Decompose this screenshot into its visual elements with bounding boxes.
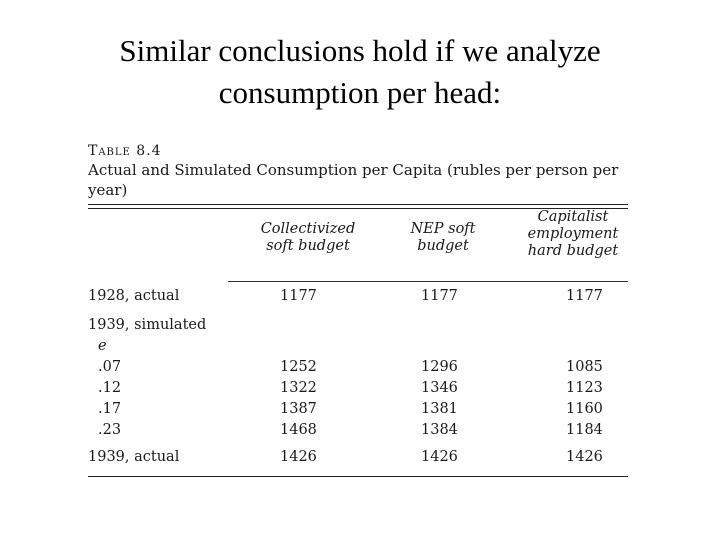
slide-title-line-2: consumption per head: — [218, 75, 502, 110]
param-label: e — [98, 338, 107, 354]
top-rule — [88, 204, 628, 205]
header-collectivized — [238, 221, 378, 255]
cell: 1426 — [421, 449, 458, 465]
cell: 1387 — [280, 401, 317, 417]
bottom-rule — [88, 476, 628, 477]
table-caption: Actual and Simulated Consumption per Capita (rubles per person per year) — [88, 161, 619, 199]
cell: 1123 — [566, 380, 603, 396]
table-row — [88, 449, 628, 470]
table-number: Table 8.4 — [88, 143, 162, 159]
consumption-table — [88, 142, 628, 477]
table-row — [88, 359, 628, 380]
header-text: employment — [527, 226, 619, 242]
table-row — [88, 288, 628, 309]
slide-title-line-1: Similar conclusions hold if we analyze — [119, 33, 601, 68]
cell: 1085 — [566, 359, 603, 375]
slide-title — [60, 30, 660, 114]
cell: 1426 — [566, 449, 603, 465]
header-text: soft budget — [266, 238, 350, 254]
table-row — [88, 380, 628, 401]
cell: 1177 — [280, 288, 317, 304]
row-label: .17 — [98, 401, 122, 417]
row-label: 1939, actual — [88, 449, 180, 465]
row-label: .12 — [98, 380, 122, 396]
cell: 1252 — [280, 359, 317, 375]
param-label-row — [88, 338, 628, 359]
cell: 1468 — [280, 422, 317, 438]
header-capitalist — [503, 209, 643, 260]
header-text: hard budget — [527, 243, 619, 259]
column-headers — [88, 209, 628, 281]
row-label: .23 — [98, 422, 122, 438]
row-label: 1928, actual — [88, 288, 180, 304]
cell: 1384 — [421, 422, 458, 438]
cell: 1346 — [421, 380, 458, 396]
cell: 1381 — [421, 401, 458, 417]
table-row — [88, 422, 628, 443]
table-row — [88, 401, 628, 422]
cell: 1160 — [566, 401, 603, 417]
section-label: 1939, simulated — [88, 317, 207, 333]
header-text: budget — [417, 238, 469, 254]
header-text: Capitalist — [537, 209, 609, 225]
cell: 1177 — [566, 288, 603, 304]
cell: 1296 — [421, 359, 458, 375]
row-label: .07 — [98, 359, 122, 375]
header-text: NEP soft — [410, 221, 476, 237]
cell: 1184 — [566, 422, 603, 438]
header-text: Collectivized — [260, 221, 356, 237]
header-nep — [388, 221, 498, 255]
section-label-row — [88, 317, 628, 338]
cell: 1426 — [280, 449, 317, 465]
cell: 1177 — [421, 288, 458, 304]
cell: 1322 — [280, 380, 317, 396]
